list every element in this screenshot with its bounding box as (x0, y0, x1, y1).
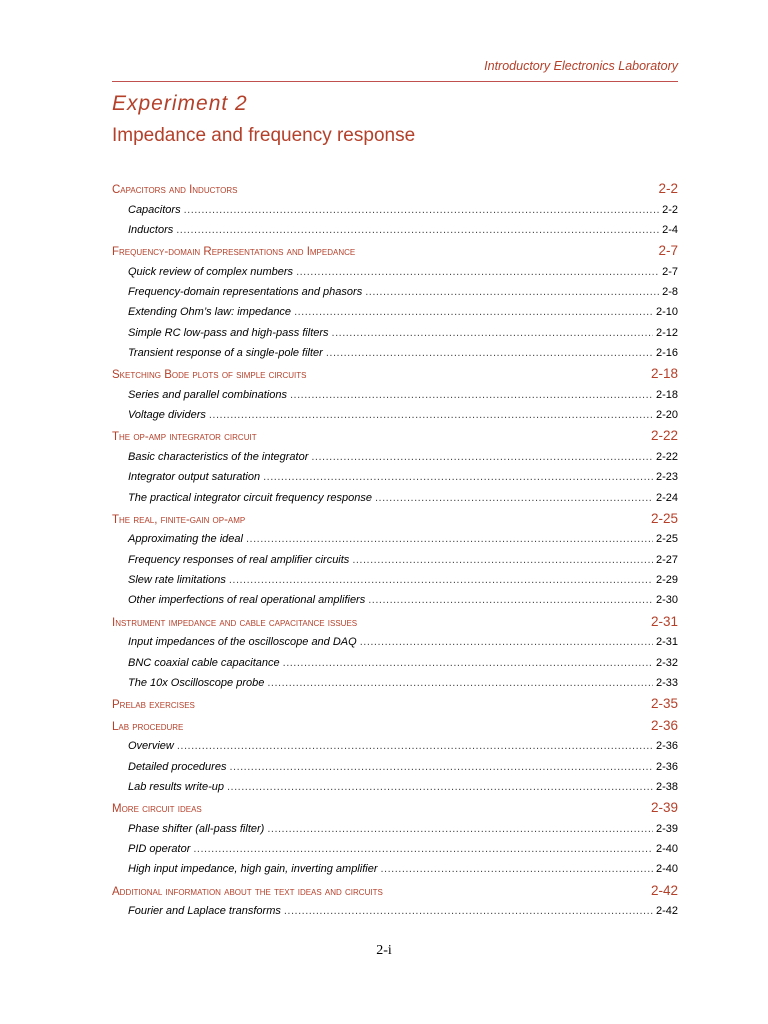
toc-section-title: Lab procedure (112, 720, 184, 733)
toc-entry[interactable] (112, 220, 678, 240)
dot-leader (284, 901, 653, 921)
toc-entry-page: 2-20 (655, 409, 678, 422)
dot-leader (229, 570, 653, 590)
toc-section-heading[interactable] (112, 881, 678, 902)
dot-leader (294, 302, 653, 322)
toc-entry-page: 2-33 (655, 676, 678, 689)
toc-entry-page: 2-31 (655, 636, 678, 649)
toc-entry-page: 2-8 (662, 285, 678, 298)
toc-entry-page: 2-18 (655, 388, 678, 401)
experiment-label: Experiment 2 (112, 92, 248, 115)
dot-leader (360, 632, 653, 652)
toc-entry-title: Transient response of a single-pole filter (128, 346, 323, 359)
toc-entry-title: Integrator output saturation (128, 471, 261, 484)
toc-entry[interactable] (112, 405, 678, 425)
dot-leader (380, 859, 652, 879)
toc-entry[interactable] (112, 777, 678, 797)
toc-entry[interactable] (112, 488, 678, 508)
toc-entry-title: Simple RC low-pass and high-pass filters (128, 326, 329, 339)
toc-entry-title: The 10x Oscilloscope probe (128, 676, 265, 689)
toc-entry[interactable] (112, 570, 678, 590)
dot-leader (365, 282, 659, 302)
dot-leader (263, 467, 653, 487)
toc-entry[interactable] (112, 550, 678, 570)
dot-leader (267, 673, 653, 693)
dot-leader (375, 488, 653, 508)
toc-entry[interactable] (112, 653, 678, 673)
toc-section-page: 2-36 (650, 717, 678, 733)
toc-entry-title: Extending Ohm’s law: impedance (128, 306, 292, 319)
toc-section-heading[interactable] (112, 509, 678, 530)
toc-section (112, 364, 678, 425)
toc-entry[interactable] (112, 859, 678, 879)
toc-section-title: The real, finite-gain op-amp (112, 513, 246, 526)
toc-section-heading[interactable] (112, 179, 678, 200)
toc-entry-page: 2-2 (662, 203, 678, 216)
toc-entry[interactable] (112, 632, 678, 652)
toc-entry-title: Other imperfections of real operational amplifiers (128, 594, 366, 607)
toc-entry-title: High input impedance, high gain, inverting amplifier (128, 863, 378, 876)
toc-section-page: 2-2 (658, 181, 678, 196)
toc-section-page: 2-22 (650, 428, 678, 444)
toc-entry-page: 2-16 (655, 346, 678, 359)
toc-section-heading[interactable] (112, 364, 678, 385)
toc-section-heading[interactable] (112, 694, 678, 715)
toc-section-page: 2-18 (650, 366, 678, 382)
toc-section-page: 2-39 (650, 800, 678, 816)
toc-entry-title: Input impedances of the oscilloscope and DAQ (128, 636, 357, 649)
toc-entry-title: Series and parallel combinations (128, 388, 287, 401)
table-of-contents (112, 179, 678, 923)
toc-section-title: Capacitors and Inductors (112, 184, 238, 196)
dot-leader (311, 447, 653, 467)
toc-section-page: 2-7 (658, 243, 678, 259)
toc-entry[interactable] (112, 282, 678, 302)
toc-entry-page: 2-22 (655, 450, 678, 463)
toc-entry-title: Quick review of complex numbers (128, 265, 294, 278)
toc-section-title: Prelab exercises (112, 699, 195, 712)
toc-entry-page: 2-10 (655, 306, 678, 319)
toc-entry[interactable] (112, 673, 678, 693)
toc-entry-title: Basic characteristics of the integrator (128, 450, 309, 463)
toc-entry-title: The practical integrator circuit frequency response (128, 491, 372, 504)
dot-leader (267, 819, 653, 839)
toc-section-title: Instrument impedance and cable capacitance issues (112, 616, 358, 629)
toc-entry[interactable] (112, 262, 678, 282)
toc-entry-title: Frequency responses of real amplifier circuits (128, 553, 350, 566)
toc-entry-title: Overview (128, 740, 174, 753)
dot-leader (193, 839, 653, 859)
toc-section-page: 2-25 (650, 510, 678, 526)
toc-entry-page: 2-42 (655, 905, 678, 918)
toc-entry-title: Lab results write-up (128, 780, 224, 793)
toc-entry-page: 2-30 (655, 594, 678, 607)
toc-section (112, 798, 678, 879)
toc-section-page: 2-31 (650, 613, 678, 629)
toc-entry-page: 2-29 (655, 574, 678, 587)
toc-entry-page: 2-38 (655, 780, 678, 793)
toc-entry-title: Capacitors (128, 203, 181, 216)
toc-section-page: 2-35 (650, 696, 678, 712)
toc-section-title: Frequency-domain Representations and Impedance (112, 246, 356, 259)
toc-entry-page: 2-24 (655, 491, 678, 504)
toc-entry-page: 2-40 (655, 863, 678, 876)
toc-section-heading[interactable] (112, 798, 678, 819)
toc-section-heading[interactable] (112, 716, 678, 737)
running-header: Introductory Electronics Laboratory (484, 59, 678, 73)
dot-leader (296, 262, 659, 282)
toc-entry-title: Fourier and Laplace transforms (128, 905, 281, 918)
toc-entry-page: 2-27 (655, 553, 678, 566)
toc-entry[interactable] (112, 757, 678, 777)
toc-entry-title: Inductors (128, 223, 174, 236)
dot-leader (227, 777, 653, 797)
toc-entry-title: Phase shifter (all-pass filter) (128, 822, 265, 835)
toc-entry-page: 2-39 (655, 822, 678, 835)
toc-section-title: Additional information about the text ideas and circuits (112, 885, 383, 898)
dot-leader (283, 653, 653, 673)
toc-entry[interactable] (112, 323, 678, 343)
toc-entry[interactable] (112, 447, 678, 467)
toc-entry[interactable] (112, 839, 678, 859)
toc-section (112, 881, 678, 922)
toc-section-title: Sketching Bode plots of simple circuits (112, 369, 307, 382)
toc-entry-page: 2-25 (655, 533, 678, 546)
toc-entry[interactable] (112, 467, 678, 487)
toc-section-page: 2-42 (650, 882, 678, 898)
header-rule (112, 81, 678, 82)
dot-leader (176, 220, 659, 240)
toc-entry-page: 2-12 (655, 326, 678, 339)
toc-section-title: The op-amp integrator circuit (112, 431, 257, 444)
toc-entry-page: 2-32 (655, 656, 678, 669)
toc-entry[interactable] (112, 302, 678, 322)
dot-leader (290, 385, 653, 405)
dot-leader (332, 323, 653, 343)
dot-leader (184, 200, 660, 220)
toc-entry-page: 2-36 (655, 740, 678, 753)
dot-leader (352, 550, 653, 570)
toc-section (112, 694, 678, 715)
dot-leader (368, 590, 653, 610)
toc-section (112, 241, 678, 363)
toc-entry[interactable] (112, 590, 678, 610)
dot-leader (246, 529, 653, 549)
toc-entry[interactable] (112, 385, 678, 405)
toc-section-heading[interactable] (112, 426, 678, 447)
page-number: 2-i (376, 943, 392, 958)
toc-entry[interactable] (112, 819, 678, 839)
toc-entry[interactable] (112, 736, 678, 756)
toc-entry-page: 2-36 (655, 760, 678, 773)
toc-entry-title: Voltage dividers (128, 409, 206, 422)
toc-section-title: More circuit ideas (112, 803, 202, 816)
toc-entry-title: Approximating the ideal (128, 533, 243, 546)
toc-entry[interactable] (112, 529, 678, 549)
toc-section (112, 179, 678, 240)
toc-entry[interactable] (112, 343, 678, 363)
dot-leader (177, 736, 653, 756)
toc-section-heading[interactable] (112, 612, 678, 633)
toc-entry-page: 2-7 (662, 265, 678, 278)
dot-leader (229, 757, 653, 777)
dot-leader (326, 343, 653, 363)
toc-entry-title: Slew rate limitations (128, 574, 226, 587)
toc-entry-page: 2-40 (655, 843, 678, 856)
toc-entry-title: Detailed procedures (128, 760, 227, 773)
toc-entry[interactable] (112, 200, 678, 220)
toc-section (112, 716, 678, 797)
toc-section (112, 509, 678, 611)
toc-entry-title: PID operator (128, 843, 191, 856)
toc-entry[interactable] (112, 901, 678, 921)
toc-entry-title: Frequency-domain representations and phasors (128, 285, 363, 298)
toc-entry-page: 2-23 (655, 471, 678, 484)
toc-entry-title: BNC coaxial cable capacitance (128, 656, 280, 669)
toc-section (112, 426, 678, 507)
toc-section-heading[interactable] (112, 241, 678, 262)
toc-section (112, 612, 678, 693)
toc-entry-page: 2-4 (662, 223, 678, 236)
dot-leader (209, 405, 653, 425)
experiment-title: Impedance and frequency response (112, 125, 416, 146)
